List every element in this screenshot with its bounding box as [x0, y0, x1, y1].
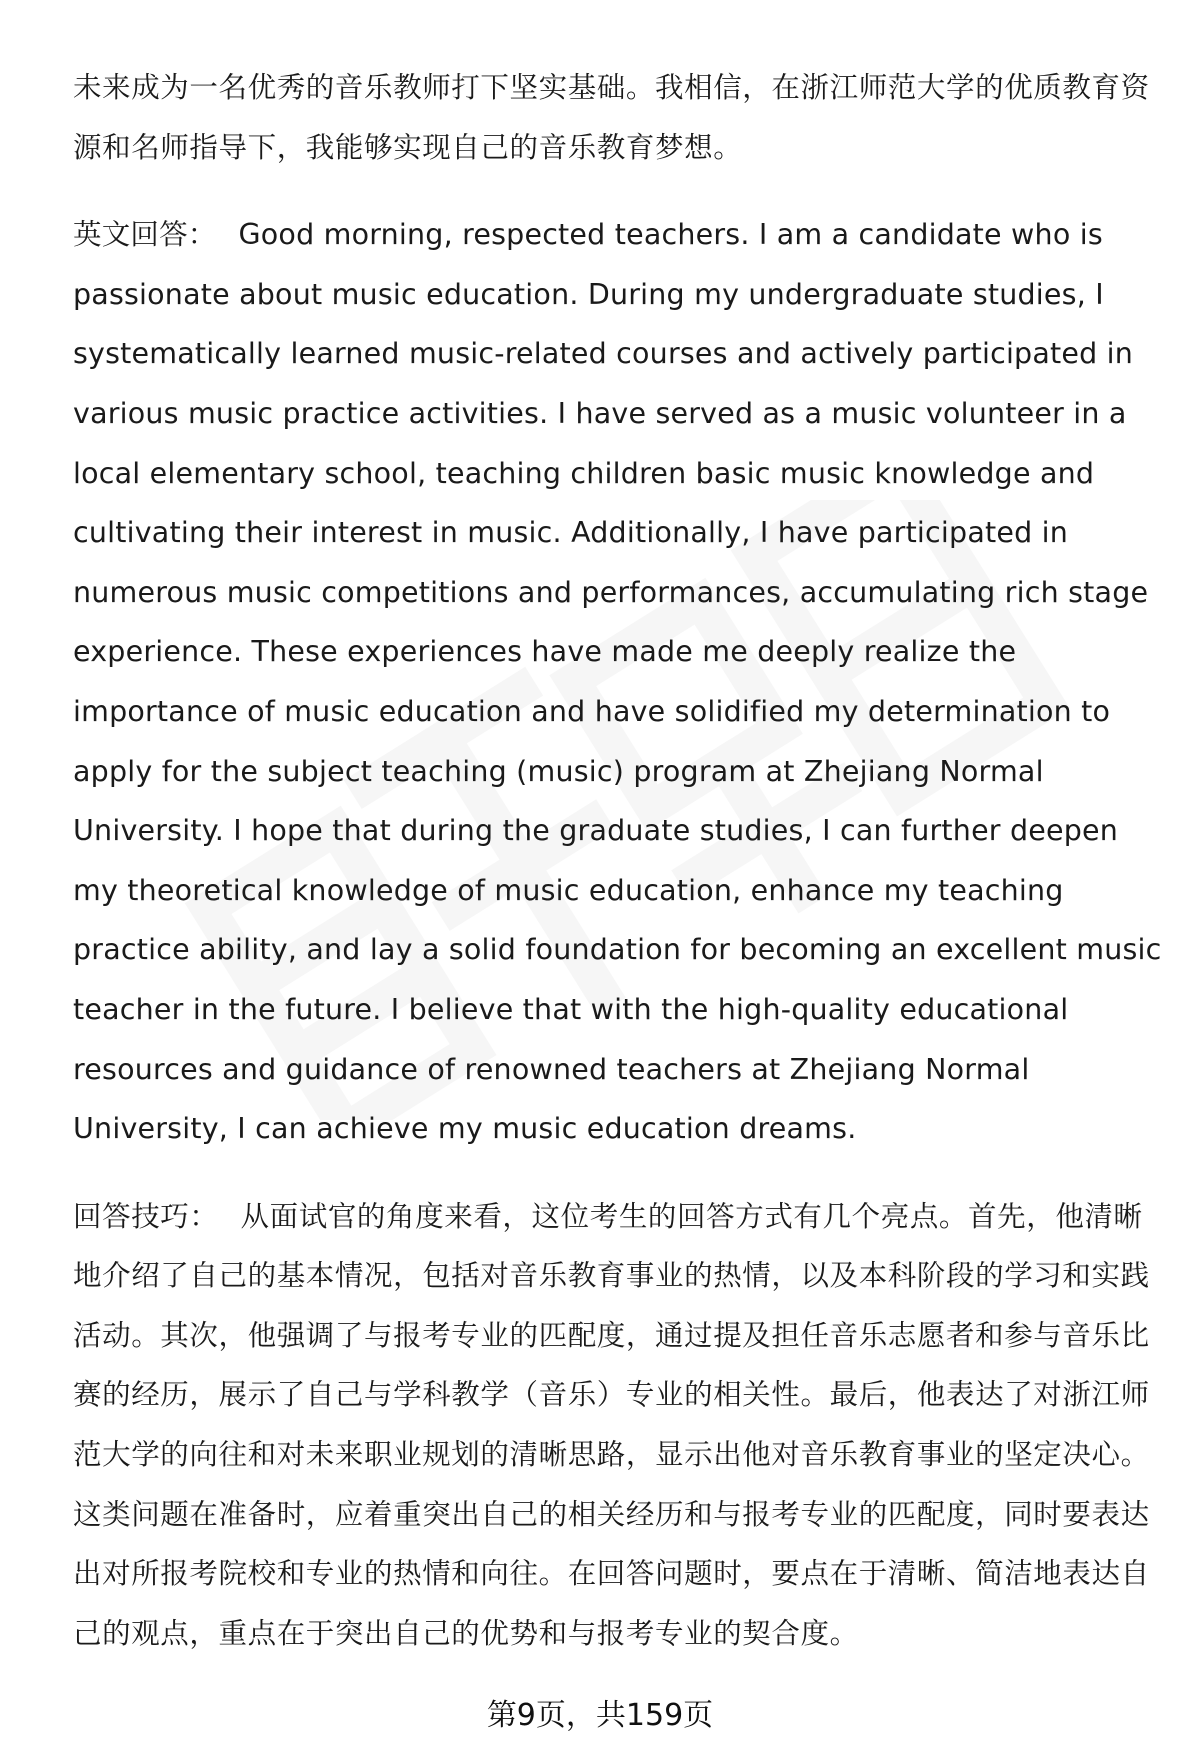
document-body	[73, 58, 1163, 1663]
answer-tips-text: 从面试官的角度来看，这位考生的回答方式有几个亮点。首先，他清晰地介绍了自己的基本情况，包括对音乐教育事业的热情，以及本科阶段的学习和实践活动。其次，他强调了与报考专业的匹配度，通过提及担任音乐志愿者和参与音乐比赛的经历，展示了自己与学科教学（音乐）专业的相关性。最后，他表达了对浙江师范大学的向往和对未来职业规划的清晰思路，显示出他对音乐教育事业的坚定决心。这类问题在准备时，应着重突出自己的相关经历和与报考专业的匹配度，同时要表达出对所报考院校和专业的热情和向往。在回答问题时，要点在于清晰、简洁地表达自己的观点，重点在于突出自己的优势和与报考专业的契合度。	[73, 1199, 1150, 1650]
english-answer-section	[73, 205, 1163, 1159]
answer-tips-section	[73, 1187, 1163, 1664]
page-indicator: 第9页，共159页	[486, 1698, 714, 1733]
answer-tips-label: 回答技巧：	[73, 1199, 219, 1233]
english-answer-text: Good morning, respected teachers. I am a candidate who is passionate about music education. During my undergraduate studies, I systematically learned music-related courses and actively participated in various music practice activities. I have served as a music volunteer in a local elementary school, teaching children basic music knowledge and cultivating their interest in music. Additionally, I have participated in numerous music competitions and performances, accumulating rich stage experience. These experiences have made me deeply realize the importance of music education and have solidified my determination to apply for the subject teaching (music) program at Zhejiang Normal University. I hope that during the graduate studies, I can further deepen my theoretical knowledge of music education, enhance my teaching practice ability, and lay a solid foundation for becoming an excellent music teacher in the future. I believe that with the high-quality educational resources and guidance of renowned teachers at Zhejiang Normal University, I can achieve my music education dreams.	[73, 218, 1162, 1146]
english-answer-label: 英文回答：	[73, 218, 217, 252]
intro-paragraph: 未来成为一名优秀的音乐教师打下坚实基础。我相信，在浙江师范大学的优质教育资源和名师指导下，我能够实现自己的音乐教育梦想。	[73, 71, 1150, 164]
